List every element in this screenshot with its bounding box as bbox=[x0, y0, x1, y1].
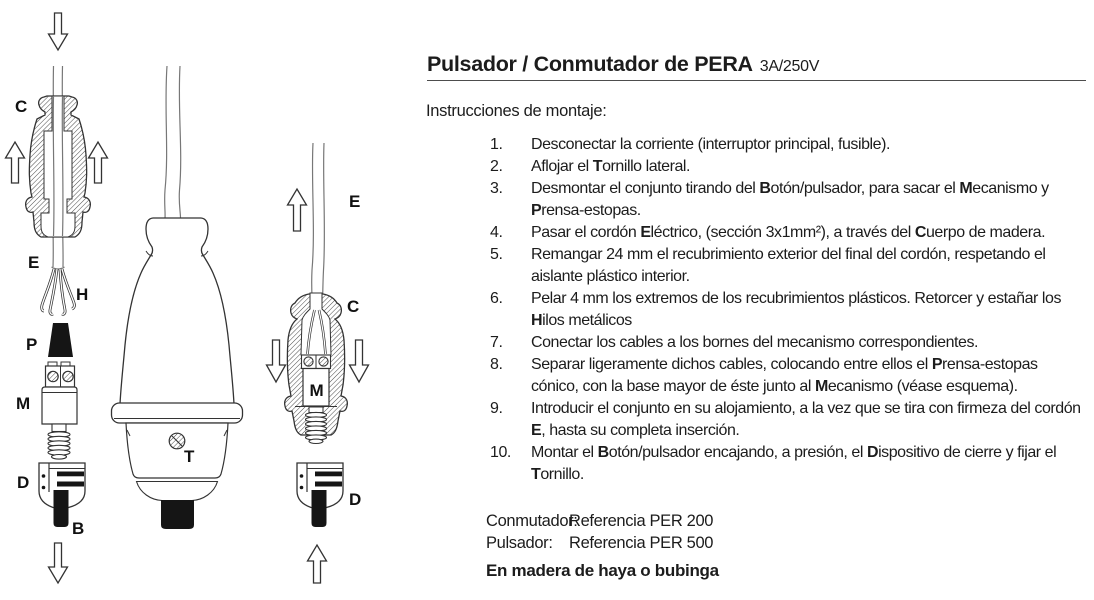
step-number: 6. bbox=[490, 290, 503, 307]
step-text: Separar ligeramente dichos cables, colocando entre ellos el Prensa-estopas cónico, con la base mayor de éste junto al Mecanismo (véase esquema). bbox=[531, 356, 1038, 395]
label-dispositivo: D bbox=[349, 490, 362, 509]
step-item bbox=[490, 244, 1090, 288]
closure-device bbox=[297, 463, 343, 527]
cord bbox=[165, 66, 181, 218]
step-text: Desconectar la corriente (interruptor principal, fusible). bbox=[531, 136, 890, 153]
step-number: 4. bbox=[490, 224, 503, 241]
step-text: Pasar el cordón Eléctrico, (sección 3x1mm²), a través del Cuerpo de madera. bbox=[531, 224, 1046, 241]
frayed-wires bbox=[42, 269, 75, 314]
label-tornillo: T bbox=[184, 447, 195, 466]
step-number: 5. bbox=[490, 246, 503, 263]
step-number: 8. bbox=[490, 356, 503, 373]
step-text: Remangar 24 mm el recubrimiento exterior del final del cordón, respetando el aislante plástico interior. bbox=[531, 246, 1046, 285]
arrow-up-icon bbox=[6, 142, 25, 183]
mechanism bbox=[42, 362, 77, 459]
title-divider bbox=[427, 80, 1086, 81]
step-item bbox=[490, 178, 1090, 222]
label-cuerpo: C bbox=[347, 297, 360, 316]
arrow-up-icon bbox=[288, 189, 307, 231]
step-item bbox=[490, 288, 1090, 332]
label-mecanismo: M bbox=[16, 394, 31, 413]
step-text: Pelar 4 mm los extremos de los recubrimientos plásticos. Retorcer y estañar los Hilos metálicos bbox=[531, 290, 1061, 329]
step-item bbox=[490, 442, 1090, 486]
step-text: Conectar los cables a los bornes del mecanismo correspondientes. bbox=[531, 334, 979, 351]
title-rating: 3A/250V bbox=[759, 58, 820, 75]
step-number: 2. bbox=[490, 158, 503, 175]
arrow-up-icon bbox=[89, 142, 108, 183]
step-number: 10. bbox=[490, 444, 511, 461]
step-number: 3. bbox=[490, 180, 503, 197]
step-item bbox=[490, 398, 1090, 442]
insertion-view-right bbox=[267, 143, 369, 583]
step-text: Montar el Botón/pulsador encajando, a presión, el Dispositivo de cierre y fijar el Tornillo. bbox=[531, 444, 1057, 483]
step-number: 7. bbox=[490, 334, 503, 351]
material-note: En madera de haya o bubinga bbox=[486, 561, 719, 580]
step-item bbox=[490, 332, 1090, 354]
step-text: Aflojar el Tornillo lateral. bbox=[531, 158, 691, 175]
button bbox=[161, 500, 194, 529]
terminal-screw bbox=[48, 371, 58, 381]
exploded-view-left bbox=[6, 13, 108, 583]
label-prensa-estopas: P bbox=[26, 335, 38, 354]
label-boton: B bbox=[72, 519, 85, 538]
arrow-up-icon bbox=[308, 545, 327, 583]
terminal-screw bbox=[319, 357, 328, 366]
arrow-down-icon bbox=[49, 13, 68, 50]
terminal-screw bbox=[304, 357, 313, 366]
assembly-diagram bbox=[0, 0, 420, 600]
label-dispositivo: D bbox=[17, 473, 30, 492]
reference-value: Referencia PER 200 bbox=[569, 512, 714, 530]
label-cordon-electrico: E bbox=[349, 192, 361, 211]
step-number: 1. bbox=[490, 136, 503, 153]
pear-body bbox=[112, 218, 243, 529]
step-text: Desmontar el conjunto tirando del Botón/pulsador, para sacar el Mecanismo y Prensa-estopas. bbox=[531, 180, 1049, 219]
step-item bbox=[490, 134, 1090, 156]
label-hilos: H bbox=[76, 285, 89, 304]
prensa-estopas-cone bbox=[48, 323, 73, 357]
intro-text: Instrucciones de montaje: bbox=[426, 102, 607, 120]
reference-label: Pulsador: bbox=[486, 534, 553, 552]
step-item bbox=[490, 354, 1090, 398]
arrow-down-icon bbox=[49, 543, 68, 583]
terminal-screw bbox=[63, 371, 73, 381]
reference-value: Referencia PER 500 bbox=[569, 534, 714, 552]
wood-body-section bbox=[26, 96, 91, 237]
title-text: Pulsador / Conmutador de PERA bbox=[427, 52, 753, 76]
assembled-pear-view bbox=[112, 66, 243, 529]
reference-label: Conmutador: bbox=[486, 512, 578, 530]
reference-row bbox=[486, 532, 713, 554]
reference-row bbox=[486, 510, 713, 532]
threaded-stem bbox=[48, 432, 70, 459]
cord bbox=[312, 143, 325, 309]
arrow-down-icon bbox=[267, 340, 286, 382]
reference-list bbox=[486, 510, 713, 554]
instruction-steps bbox=[490, 134, 1090, 486]
arrow-down-icon bbox=[350, 340, 369, 382]
label-cuerpo: C bbox=[15, 97, 28, 116]
label-cordon-electrico: E bbox=[28, 253, 40, 272]
page-title bbox=[427, 52, 819, 77]
label-mecanismo: M bbox=[309, 381, 324, 400]
step-text: Introducir el conjunto en su alojamiento, a la vez que se tira con firmeza del cordón E, hasta su completa inserción. bbox=[531, 400, 1081, 439]
step-number: 9. bbox=[490, 400, 503, 417]
step-item bbox=[490, 156, 1090, 178]
step-item bbox=[490, 222, 1090, 244]
closure-device bbox=[39, 463, 85, 527]
wood-body-section bbox=[285, 293, 348, 443]
threaded-stem bbox=[306, 412, 327, 443]
